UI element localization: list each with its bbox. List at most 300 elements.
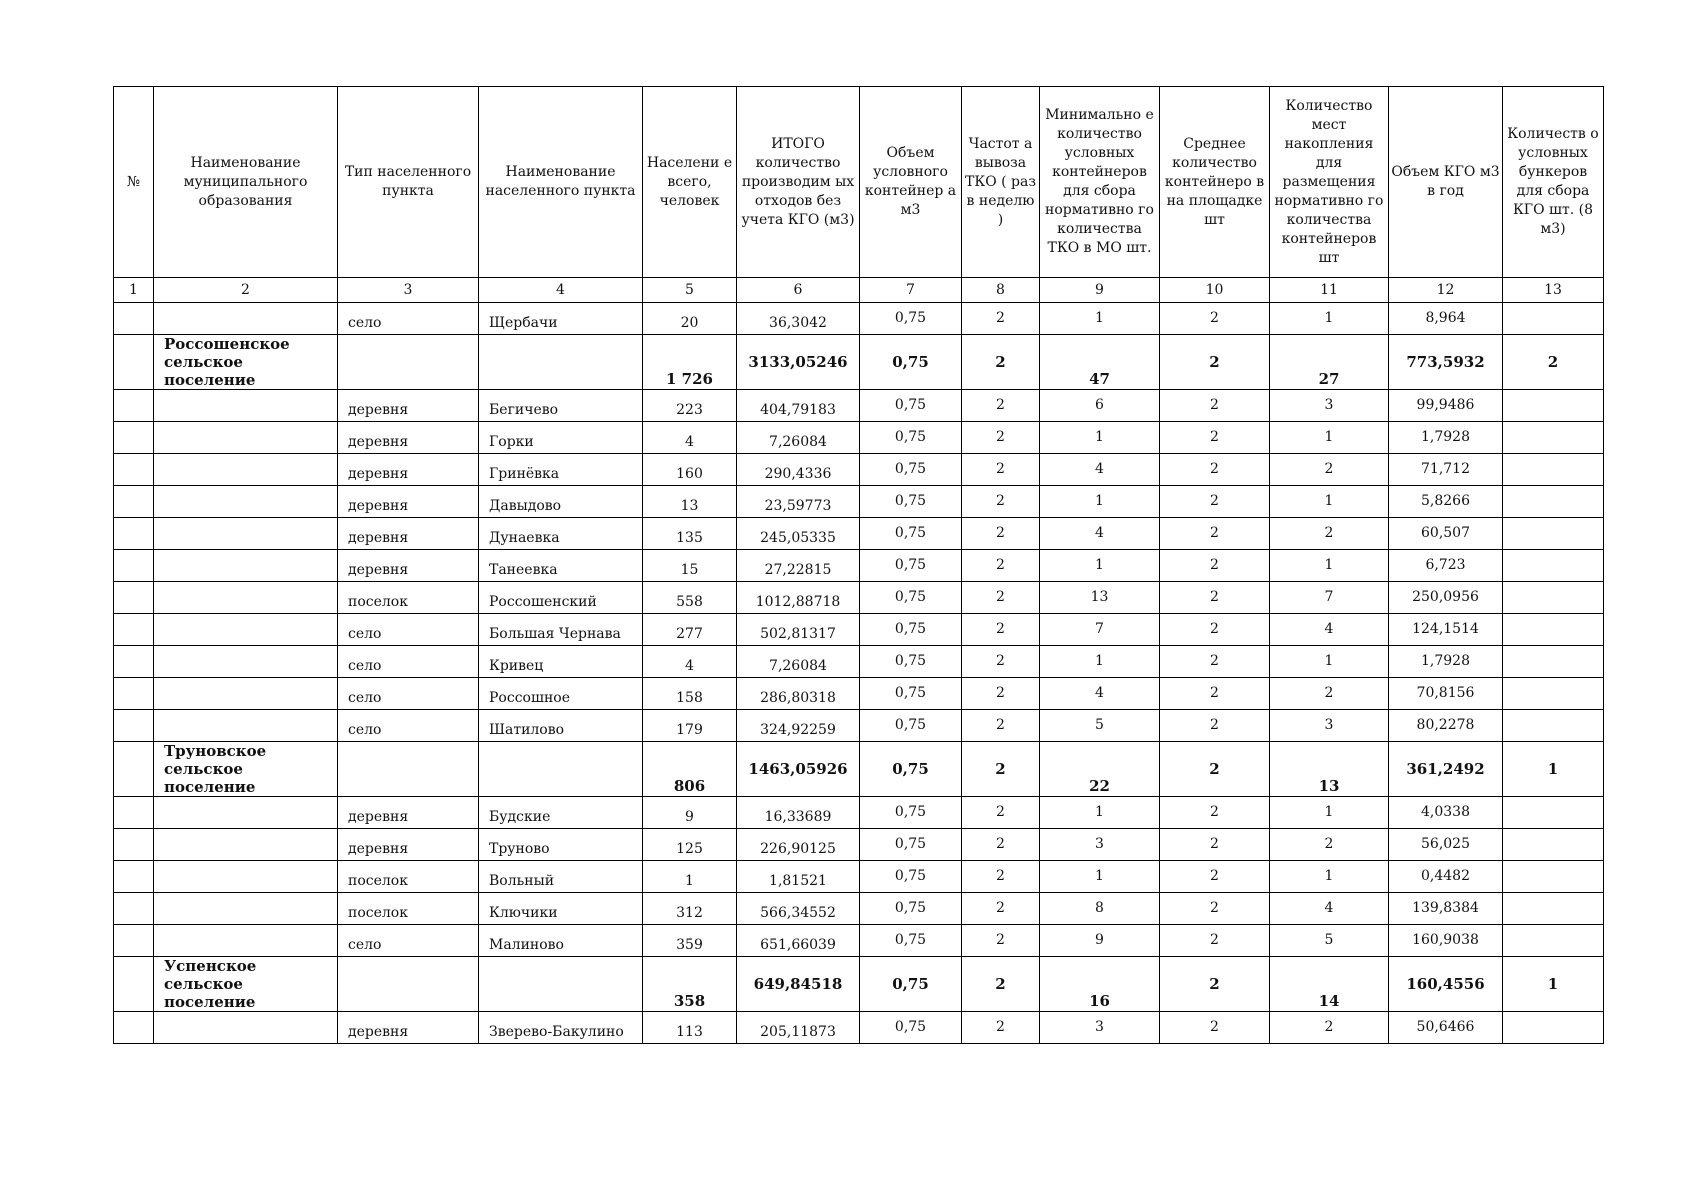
table-cell: 60,507 [1389, 518, 1503, 550]
column-number: 13 [1503, 278, 1604, 303]
table-cell [114, 893, 154, 925]
table-cell: деревня [338, 1012, 479, 1044]
settlement-row [114, 550, 1604, 582]
table-cell: 2 [1160, 614, 1270, 646]
table-cell: 2 [1160, 422, 1270, 454]
table-cell: 0,75 [860, 829, 962, 861]
table-cell: 2 [1270, 454, 1389, 486]
table-cell: 0,75 [860, 893, 962, 925]
table-cell [114, 1012, 154, 1044]
table-cell: Россошное [479, 678, 643, 710]
table-cell: 6 [1040, 390, 1160, 422]
table-cell [1503, 861, 1604, 893]
settlement-row [114, 390, 1604, 422]
table-cell [1503, 614, 1604, 646]
table-cell: 50,6466 [1389, 1012, 1503, 1044]
table-cell: 1 [1040, 861, 1160, 893]
table-cell: 0,75 [860, 335, 962, 390]
table-cell: село [338, 646, 479, 678]
table-cell: 13 [1040, 582, 1160, 614]
table-cell: 1 [1040, 486, 1160, 518]
table-cell: 160,4556 [1389, 957, 1503, 1012]
table-cell: Вольный [479, 861, 643, 893]
table-cell: 70,8156 [1389, 678, 1503, 710]
table-cell: 27 [1270, 335, 1389, 390]
table-cell [114, 422, 154, 454]
municipality-summary-row [114, 957, 1604, 1012]
table-cell: 1 726 [643, 335, 737, 390]
table-cell [1503, 582, 1604, 614]
table-cell: 2 [962, 829, 1040, 861]
table-cell [1503, 797, 1604, 829]
table-cell: Будские [479, 797, 643, 829]
table-body [114, 303, 1604, 1044]
column-number: 1 [114, 278, 154, 303]
table-cell: 2 [962, 925, 1040, 957]
table-cell: 22 [1040, 742, 1160, 797]
table-cell: 13 [1270, 742, 1389, 797]
table-cell [114, 550, 154, 582]
header-cell: Объем условного контейнер а м3 [860, 87, 962, 278]
table-cell: поселок [338, 893, 479, 925]
table-cell [114, 518, 154, 550]
table-cell: 2 [1160, 454, 1270, 486]
settlement-row [114, 678, 1604, 710]
table-cell [338, 742, 479, 797]
table-cell: Щербачи [479, 303, 643, 335]
table-cell: 7,26084 [737, 422, 860, 454]
table-cell: 2 [962, 518, 1040, 550]
table-cell: 4 [643, 646, 737, 678]
table-cell [154, 829, 338, 861]
table-cell: 15 [643, 550, 737, 582]
table-cell: деревня [338, 829, 479, 861]
table-cell [154, 1012, 338, 1044]
settlement-row [114, 829, 1604, 861]
municipality-summary-row [114, 742, 1604, 797]
table-cell: деревня [338, 797, 479, 829]
table-cell: 16 [1040, 957, 1160, 1012]
table-cell: 324,92259 [737, 710, 860, 742]
table-cell: 4 [1040, 454, 1160, 486]
table-cell: 359 [643, 925, 737, 957]
table-cell: деревня [338, 454, 479, 486]
table-cell: 1012,88718 [737, 582, 860, 614]
table-cell: 0,75 [860, 646, 962, 678]
column-number: 5 [643, 278, 737, 303]
table-cell: село [338, 710, 479, 742]
settlement-row [114, 518, 1604, 550]
table-cell: 404,79183 [737, 390, 860, 422]
table-cell: 2 [1160, 678, 1270, 710]
table-cell: 3 [1040, 829, 1160, 861]
table-cell: 16,33689 [737, 797, 860, 829]
table-cell: 7 [1270, 582, 1389, 614]
table-cell [154, 550, 338, 582]
settlement-row [114, 797, 1604, 829]
table-cell: 2 [962, 486, 1040, 518]
column-number: 3 [338, 278, 479, 303]
table-cell: 2 [1270, 829, 1389, 861]
table-cell: 0,75 [860, 1012, 962, 1044]
settlement-row [114, 1012, 1604, 1044]
table-cell [114, 925, 154, 957]
table-cell [114, 486, 154, 518]
table-cell: 250,0956 [1389, 582, 1503, 614]
table-cell [154, 710, 338, 742]
table-cell: Гринёвка [479, 454, 643, 486]
table-cell: 20 [643, 303, 737, 335]
column-number: 2 [154, 278, 338, 303]
table-cell [154, 925, 338, 957]
table-cell [114, 829, 154, 861]
table-cell: 0,75 [860, 454, 962, 486]
table-cell: 0,75 [860, 390, 962, 422]
table-cell: 1 [1040, 550, 1160, 582]
table-cell [114, 957, 154, 1012]
table-cell: 1463,05926 [737, 742, 860, 797]
table-cell: 2 [1160, 829, 1270, 861]
table-cell [154, 646, 338, 678]
header-cell: Среднее количество контейнеро в на площадке шт [1160, 87, 1270, 278]
column-number-row [114, 278, 1604, 303]
settlement-row [114, 486, 1604, 518]
table-cell: Ключики [479, 893, 643, 925]
table-cell: 7 [1040, 614, 1160, 646]
table-cell: 2 [1160, 335, 1270, 390]
table-cell: 2 [962, 646, 1040, 678]
table-cell [154, 861, 338, 893]
table-cell: 9 [1040, 925, 1160, 957]
table-cell: 1 [643, 861, 737, 893]
table-cell [1503, 454, 1604, 486]
table-cell: 2 [962, 422, 1040, 454]
table-cell: 1,7928 [1389, 422, 1503, 454]
table-cell: 179 [643, 710, 737, 742]
table-cell: 124,1514 [1389, 614, 1503, 646]
table-cell: 0,75 [860, 486, 962, 518]
table-cell: 3 [1270, 390, 1389, 422]
table-cell: 358 [643, 957, 737, 1012]
table-cell [154, 390, 338, 422]
table-cell: 502,81317 [737, 614, 860, 646]
table-cell: деревня [338, 422, 479, 454]
table-cell: Горки [479, 422, 643, 454]
table-cell [1503, 550, 1604, 582]
column-number: 6 [737, 278, 860, 303]
table-cell: 0,75 [860, 614, 962, 646]
table-cell: 4 [1040, 678, 1160, 710]
header-cell: Населени е всего, человек [643, 87, 737, 278]
table-cell: 1 [1040, 303, 1160, 335]
settlement-row [114, 646, 1604, 678]
table-cell: село [338, 614, 479, 646]
table-cell [1503, 893, 1604, 925]
table-cell: 80,2278 [1389, 710, 1503, 742]
table-cell: 7,26084 [737, 646, 860, 678]
table-cell: 312 [643, 893, 737, 925]
settlement-row [114, 893, 1604, 925]
table-cell: 2 [962, 1012, 1040, 1044]
table-cell [154, 678, 338, 710]
table-cell [479, 957, 643, 1012]
table-cell: 4 [1270, 614, 1389, 646]
table-cell: 2 [962, 614, 1040, 646]
table-cell: 1 [1270, 303, 1389, 335]
table-cell [338, 957, 479, 1012]
table-cell [154, 614, 338, 646]
table-cell: село [338, 303, 479, 335]
table-cell [114, 390, 154, 422]
table-cell: 158 [643, 678, 737, 710]
table-cell: 8,964 [1389, 303, 1503, 335]
column-number: 4 [479, 278, 643, 303]
table-cell: 0,75 [860, 742, 962, 797]
table-cell [479, 335, 643, 390]
table-cell: 223 [643, 390, 737, 422]
table-cell: Танеевка [479, 550, 643, 582]
table-cell [1503, 486, 1604, 518]
municipality-summary-row [114, 335, 1604, 390]
table-cell [114, 646, 154, 678]
table-cell [154, 797, 338, 829]
table-cell: 2 [1160, 518, 1270, 550]
table-cell: 2 [1160, 861, 1270, 893]
table-cell [114, 861, 154, 893]
table-cell: 1 [1270, 797, 1389, 829]
table-cell: 36,3042 [737, 303, 860, 335]
table-cell: деревня [338, 486, 479, 518]
table-cell: 1 [1503, 742, 1604, 797]
table-cell: 2 [962, 678, 1040, 710]
table-cell: 4,0338 [1389, 797, 1503, 829]
table-cell: 2 [1160, 646, 1270, 678]
table-cell: 2 [1160, 742, 1270, 797]
table-cell: Труново [479, 829, 643, 861]
table-cell: 2 [1160, 797, 1270, 829]
settlement-row [114, 710, 1604, 742]
table-cell: 6,723 [1389, 550, 1503, 582]
table-cell: 0,4482 [1389, 861, 1503, 893]
settlement-row [114, 925, 1604, 957]
table-cell: 649,84518 [737, 957, 860, 1012]
table-cell: 2 [962, 390, 1040, 422]
table-cell [1503, 710, 1604, 742]
table-cell: Дунаевка [479, 518, 643, 550]
table-cell [114, 582, 154, 614]
table-cell: 0,75 [860, 957, 962, 1012]
table-cell: 8 [1040, 893, 1160, 925]
header-row [114, 87, 1604, 278]
header-cell: Наименование населенного пункта [479, 87, 643, 278]
header-cell: Количеств о условных бункеров для сбора КГО шт. (8 м3) [1503, 87, 1604, 278]
table-cell: 135 [643, 518, 737, 550]
table-cell: 773,5932 [1389, 335, 1503, 390]
table-cell: 2 [1270, 1012, 1389, 1044]
column-number: 7 [860, 278, 962, 303]
table-cell: Труновское сельское поселение [154, 742, 338, 797]
header-cell: Наименование муниципального образования [154, 87, 338, 278]
table-cell: 113 [643, 1012, 737, 1044]
table-cell: 361,2492 [1389, 742, 1503, 797]
table-cell: 27,22815 [737, 550, 860, 582]
table-cell [1503, 925, 1604, 957]
table-cell: 14 [1270, 957, 1389, 1012]
table-cell: 5,8266 [1389, 486, 1503, 518]
table-cell: 205,11873 [737, 1012, 860, 1044]
waste-data-table [113, 86, 1604, 1044]
table-cell: 2 [962, 797, 1040, 829]
table-cell: 1 [1040, 422, 1160, 454]
table-cell: 806 [643, 742, 737, 797]
table-cell: 277 [643, 614, 737, 646]
table-cell: 1 [1270, 646, 1389, 678]
table-cell: 2 [1160, 550, 1270, 582]
table-cell: село [338, 678, 479, 710]
table-cell [154, 893, 338, 925]
table-cell [1503, 1012, 1604, 1044]
table-cell: 2 [1160, 957, 1270, 1012]
table-cell: 2 [962, 582, 1040, 614]
table-cell: 2 [1270, 678, 1389, 710]
table-cell: 99,9486 [1389, 390, 1503, 422]
table-cell: 2 [962, 303, 1040, 335]
table-cell [154, 582, 338, 614]
table-cell: 2 [962, 861, 1040, 893]
table-cell: 2 [1160, 893, 1270, 925]
table-cell: 4 [1040, 518, 1160, 550]
table-cell: 3 [1040, 1012, 1160, 1044]
table-cell [338, 335, 479, 390]
table-cell: 2 [962, 550, 1040, 582]
table-cell: Россошенское сельское поселение [154, 335, 338, 390]
table-cell [1503, 422, 1604, 454]
table-cell [1503, 518, 1604, 550]
table-cell: 2 [1160, 582, 1270, 614]
table-cell: 651,66039 [737, 925, 860, 957]
table-cell: 2 [1160, 1012, 1270, 1044]
table-cell [114, 303, 154, 335]
table-cell: поселок [338, 582, 479, 614]
table-cell: 2 [1160, 303, 1270, 335]
table-cell [114, 797, 154, 829]
header-cell: Объем КГО м3 в год [1389, 87, 1503, 278]
table-cell: деревня [338, 390, 479, 422]
column-number: 11 [1270, 278, 1389, 303]
table-cell: 1,7928 [1389, 646, 1503, 678]
table-cell: 4 [1270, 893, 1389, 925]
column-number: 9 [1040, 278, 1160, 303]
table-cell [114, 710, 154, 742]
table-cell: 1 [1270, 422, 1389, 454]
table-cell: 13 [643, 486, 737, 518]
table-cell: 0,75 [860, 582, 962, 614]
column-number: 8 [962, 278, 1040, 303]
table-cell: 1 [1270, 861, 1389, 893]
table-cell [154, 486, 338, 518]
table-cell: 2 [962, 710, 1040, 742]
table-cell: 2 [962, 454, 1040, 486]
table-cell: 1 [1503, 957, 1604, 1012]
table-cell: 0,75 [860, 797, 962, 829]
table-cell [154, 518, 338, 550]
table-cell: 0,75 [860, 678, 962, 710]
table-cell: 9 [643, 797, 737, 829]
table-cell: 0,75 [860, 422, 962, 454]
table-cell [1503, 646, 1604, 678]
settlement-row [114, 582, 1604, 614]
table-cell [114, 454, 154, 486]
table-cell: 0,75 [860, 861, 962, 893]
header-cell: Частот а вывоза ТКО ( раз в неделю ) [962, 87, 1040, 278]
table-cell [114, 678, 154, 710]
table-cell: 0,75 [860, 925, 962, 957]
table-cell [154, 454, 338, 486]
table-cell: 1 [1040, 646, 1160, 678]
table-cell: 47 [1040, 335, 1160, 390]
table-cell: 2 [1160, 486, 1270, 518]
table-cell: 71,712 [1389, 454, 1503, 486]
table-cell [114, 335, 154, 390]
table-cell: Малиново [479, 925, 643, 957]
table-cell: 0,75 [860, 518, 962, 550]
table-cell: 3 [1270, 710, 1389, 742]
table-cell [1503, 303, 1604, 335]
table-cell [1503, 390, 1604, 422]
table-cell: Успенское сельское поселение [154, 957, 338, 1012]
table-cell: 5 [1270, 925, 1389, 957]
table-cell: 5 [1040, 710, 1160, 742]
table-cell: 4 [643, 422, 737, 454]
table-cell: Кривец [479, 646, 643, 678]
table-cell: 0,75 [860, 710, 962, 742]
table-cell: 3133,05246 [737, 335, 860, 390]
table-cell: 245,05335 [737, 518, 860, 550]
table-cell [1503, 829, 1604, 861]
table-cell: Шатилово [479, 710, 643, 742]
table-cell: 2 [1503, 335, 1604, 390]
table-cell [114, 742, 154, 797]
table-cell: 56,025 [1389, 829, 1503, 861]
table-cell: 0,75 [860, 303, 962, 335]
table-cell: деревня [338, 518, 479, 550]
table-cell: 1,81521 [737, 861, 860, 893]
table-cell [154, 422, 338, 454]
table-cell: Давыдово [479, 486, 643, 518]
table-cell: 1 [1270, 550, 1389, 582]
table-cell: 2 [1270, 518, 1389, 550]
header-cell: Тип населенного пункта [338, 87, 479, 278]
table-cell: 558 [643, 582, 737, 614]
table-cell: 2 [962, 957, 1040, 1012]
table-cell: деревня [338, 550, 479, 582]
table-cell: 1 [1040, 797, 1160, 829]
table-cell: 139,8384 [1389, 893, 1503, 925]
settlement-row [114, 614, 1604, 646]
table-cell [479, 742, 643, 797]
table-cell [154, 303, 338, 335]
table-cell: 160 [643, 454, 737, 486]
column-number: 10 [1160, 278, 1270, 303]
table-cell: 1 [1270, 486, 1389, 518]
settlement-row [114, 422, 1604, 454]
column-number: 12 [1389, 278, 1503, 303]
table-cell: 2 [1160, 925, 1270, 957]
table-cell: 2 [1160, 710, 1270, 742]
table-cell: 226,90125 [737, 829, 860, 861]
table-cell: 2 [962, 893, 1040, 925]
settlement-row [114, 454, 1604, 486]
